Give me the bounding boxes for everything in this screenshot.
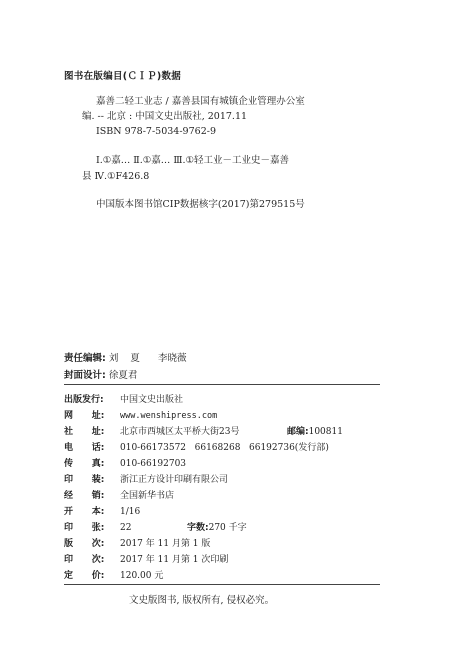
address-value: 北京市西城区太平桥大街23号: [120, 427, 240, 437]
divider-rule-top: [64, 384, 380, 385]
wordcount-row: [187, 520, 247, 533]
distributor-label: 经 销:: [64, 491, 105, 501]
cip-title-line: 嘉善二轻工业志 / 嘉善县国有城镇企业管理办公室: [96, 96, 305, 107]
divider-rule-bottom: [64, 584, 380, 585]
cover-design-label: 封面设计:: [64, 370, 106, 381]
wordcount-label: 字数:: [187, 523, 209, 533]
postcode-row: [287, 424, 343, 437]
wordcount-value: 270 千字: [208, 523, 247, 533]
cover-design-credit: [64, 367, 137, 381]
phone-label: 电 话:: [64, 443, 105, 453]
sheets-label: 印 张:: [64, 523, 105, 533]
printing-value: 2017 年 11 月第 1 次印刷: [120, 555, 229, 565]
cip-isbn-line: ISBN 978-7-5034-9762-9: [96, 126, 216, 137]
cover-design-value: 徐夏君: [108, 370, 138, 381]
printer-value: 浙江正方设计印刷有限公司: [120, 475, 229, 485]
printing-row: [64, 552, 228, 565]
website-value: www.wenshipress.com: [120, 411, 218, 421]
price-row: [64, 568, 163, 581]
fax-label: 传 真:: [64, 459, 105, 469]
cip-classification-line-2: 县 Ⅳ.①F426.8: [82, 171, 150, 182]
printer-row: [64, 472, 228, 485]
price-label: 定 价:: [64, 571, 105, 581]
publisher-row: [64, 392, 183, 405]
edition-value: 2017 年 11 月第 1 版: [120, 539, 211, 549]
printing-label: 印 次:: [64, 555, 105, 565]
price-value: 120.00 元: [120, 571, 164, 581]
address-label: 社 址:: [64, 427, 105, 437]
website-label: 网 址:: [64, 411, 105, 421]
cip-heading: 图书在版编目(ＣＩＰ)数据: [64, 71, 182, 82]
format-label: 开 本:: [64, 507, 105, 517]
editor-value: 刘 夏 李晓薇: [108, 353, 187, 364]
format-value: 1/16: [120, 507, 141, 517]
address-row: [64, 424, 239, 437]
postcode-label: 邮编:: [287, 427, 309, 437]
cip-registration-number: 中国版本图书馆CIP数据核字(2017)第279515号: [96, 199, 305, 210]
phone-value: 010-66173572 66168268 66192736(发行部): [120, 443, 329, 453]
sheets-value: 22: [120, 523, 132, 533]
postcode-value: 100811: [308, 427, 343, 437]
format-row: [64, 504, 140, 517]
publisher-value: 中国文史出版社: [120, 395, 184, 405]
edition-row: [64, 536, 210, 549]
cip-publisher-line: 编. -- 北京 : 中国文史出版社, 2017.11: [82, 111, 248, 122]
publisher-label: 出版发行:: [64, 395, 104, 405]
fax-row: [64, 456, 186, 469]
website-row: [64, 408, 217, 421]
printer-label: 印 装:: [64, 475, 105, 485]
editor-label: 责任编辑:: [64, 353, 106, 364]
phone-row: [64, 440, 329, 453]
edition-label: 版 次:: [64, 539, 105, 549]
distributor-row: [64, 488, 174, 501]
fax-value: 010-66192703: [120, 459, 187, 469]
rights-notice: 文史版图书, 版权所有, 侵权必究。: [129, 595, 275, 606]
distributor-value: 全国新华书店: [120, 491, 175, 501]
cip-classification-line-1: Ⅰ.①嘉… Ⅱ.①嘉… Ⅲ.①轻工业－工业史－嘉善: [96, 155, 290, 166]
sheets-row: [64, 520, 131, 533]
editor-credit: [64, 350, 187, 364]
